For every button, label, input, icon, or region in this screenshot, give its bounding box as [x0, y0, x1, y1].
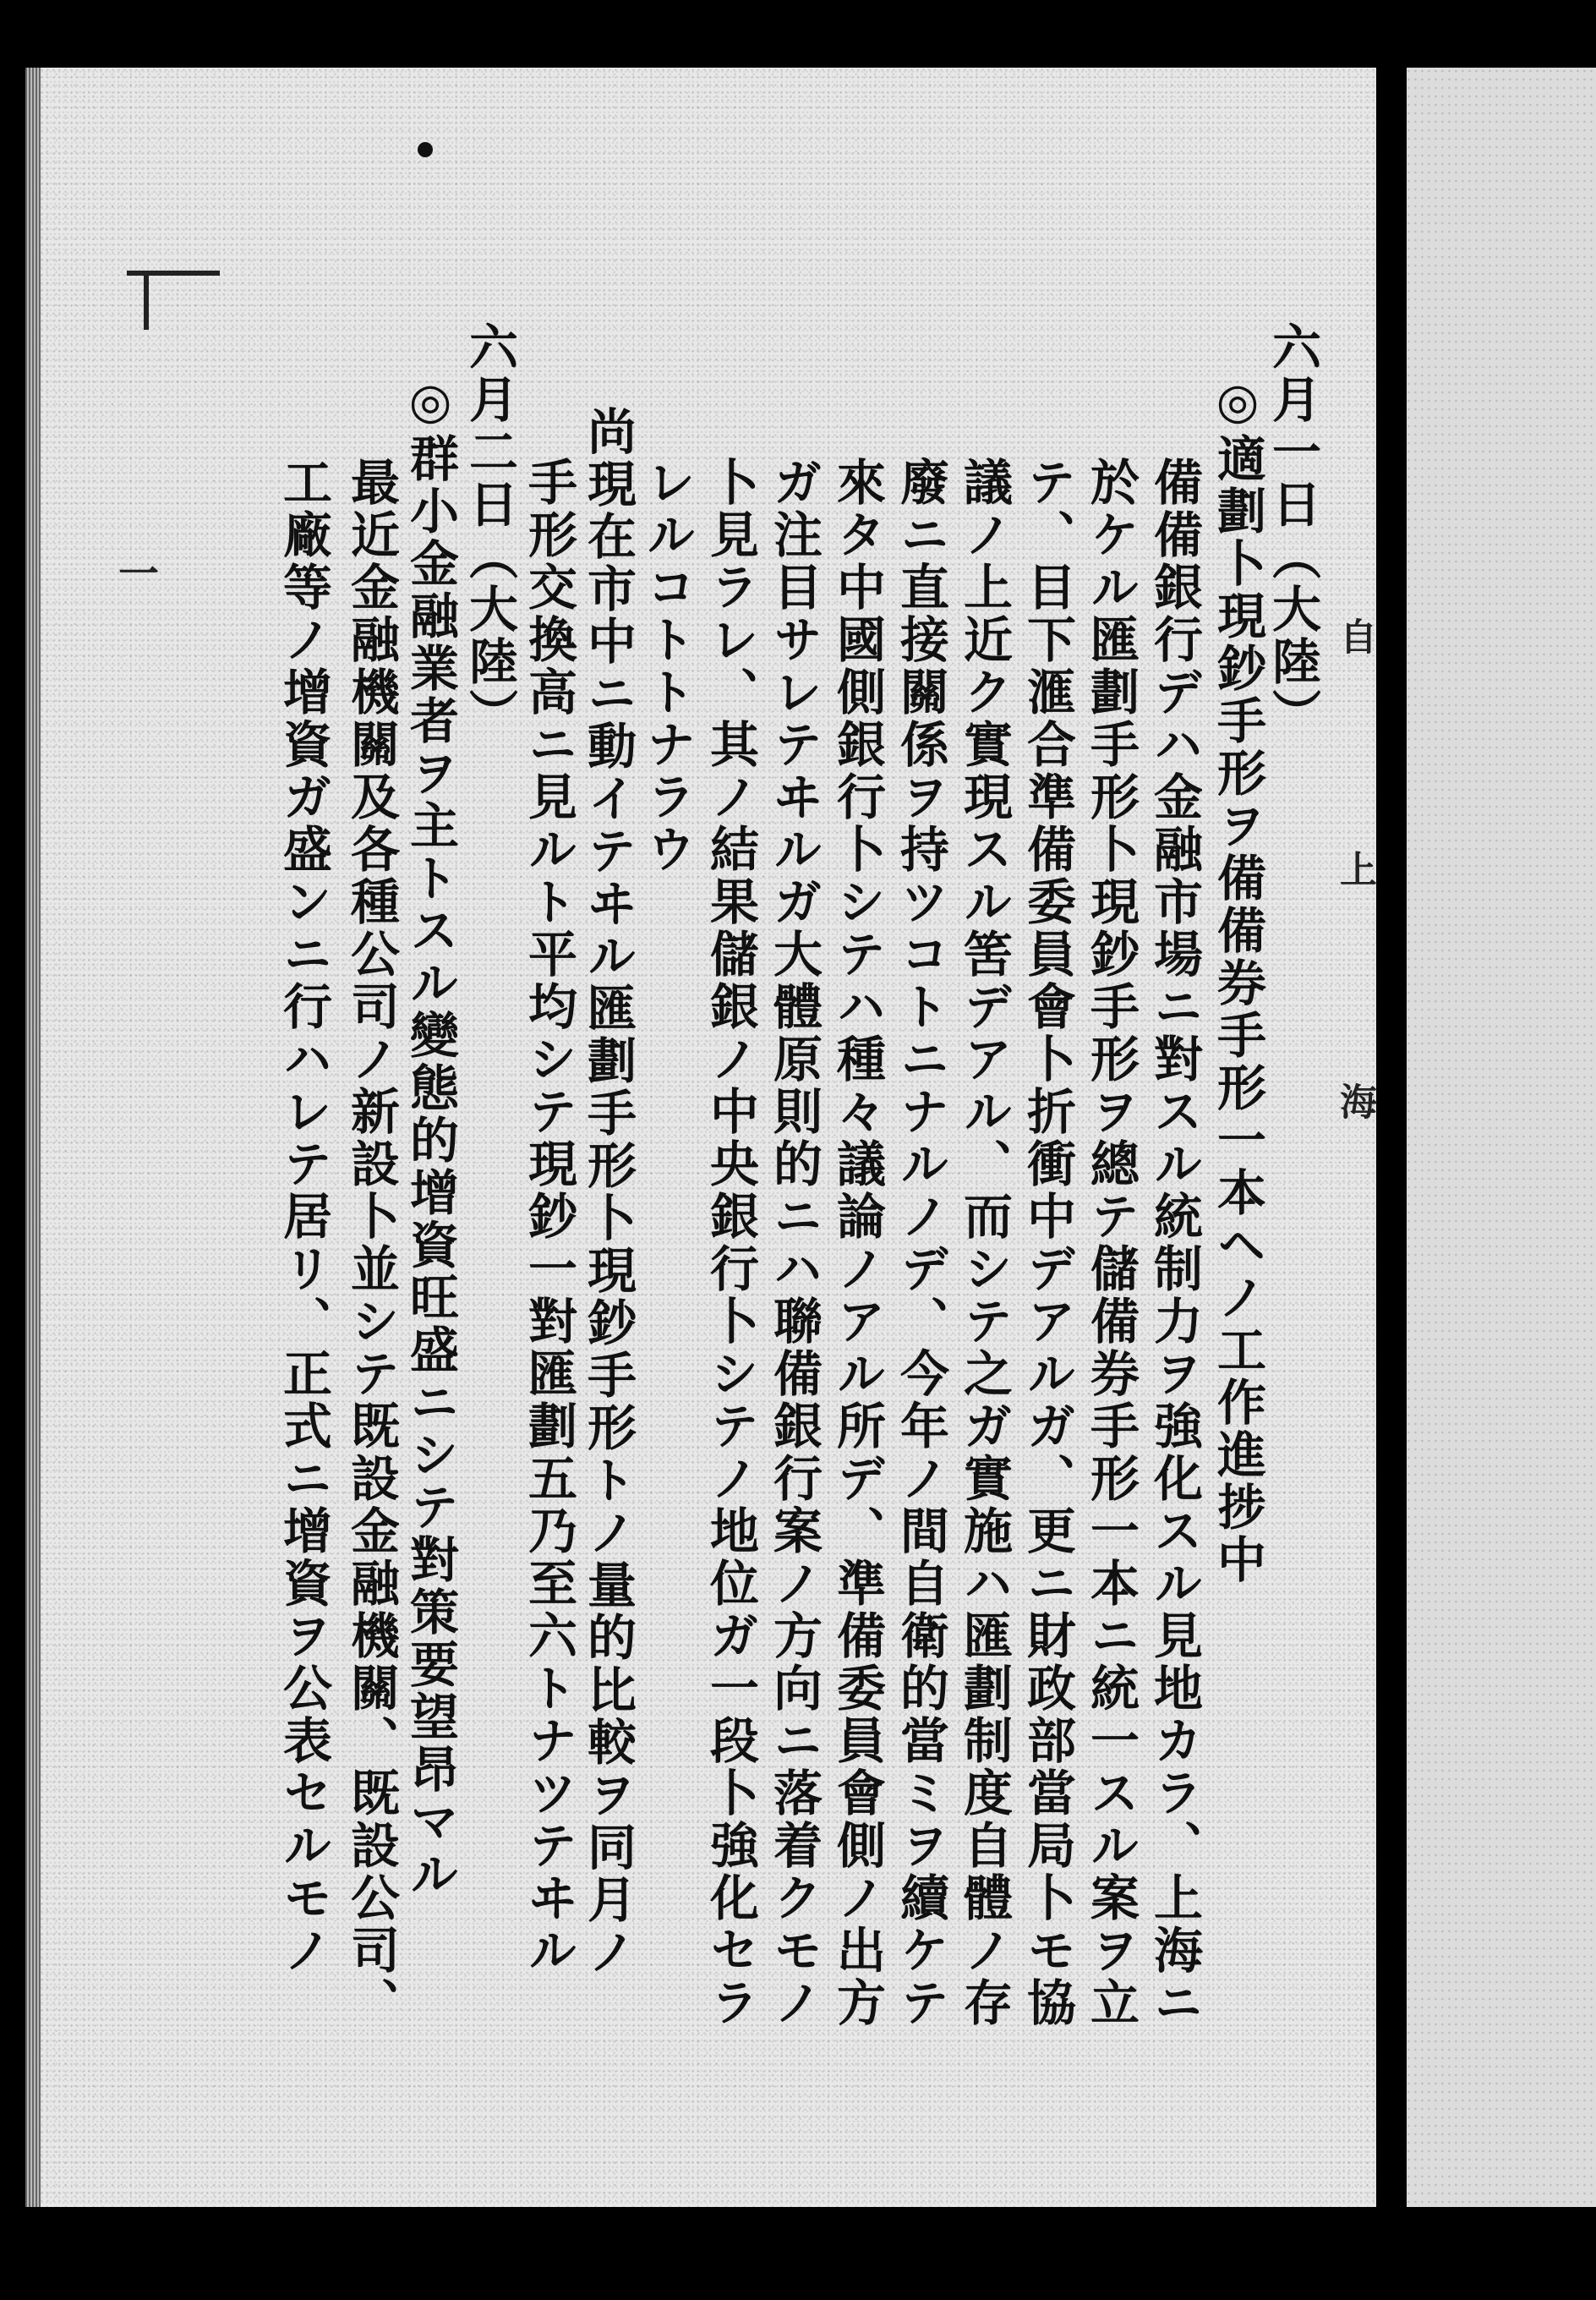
- text-column-13: 手形交換高ニ見ルト平均シテ現鈔一對匯劃五乃至六トナツテヰル: [520, 457, 577, 1977]
- text-column-2: ◎適劃卜現鈔手形ヲ備備券手形一本ヘノ工作進捗中: [1209, 372, 1266, 1586]
- text-column-4: 於ケル匯劃手形卜現鈔手形ヲ總テ儲備券手形一本ニ統一スル案ヲ立: [1082, 457, 1140, 2029]
- text-column-3: 備備銀行デハ金融市場ニ對スル統制力ヲ強化スル見地カラ、上海ニ: [1145, 457, 1203, 2029]
- text-column-5: テ、目下滙合準備委員會卜折衝中デアルガ、更ニ財政部當局卜モ協: [1019, 457, 1076, 2029]
- text-column-14: 六月二日（大陸）: [461, 321, 518, 741]
- page-number: 一: [118, 550, 160, 598]
- text-column-10: 卜見ラレ、其ノ結果儲銀ノ中央銀行卜シテノ地位ガ一段卜強化セラ: [702, 457, 759, 2029]
- ink-dot: [418, 142, 433, 157]
- text-column-8: 來タ中國側銀行卜シテハ種々議論ノアル所デ、準備委員會側ノ出方: [828, 457, 886, 2029]
- text-column-17: 工廠等ノ增資ガ盛ンニ行ハレテ居リ、正式ニ增資ヲ公表セルモノ: [275, 457, 332, 1977]
- text-column-11: レルコトトナラウ: [638, 457, 696, 876]
- text-column-6: 議ノ上近ク實現スル筈デアル、而シテ之ガ實施ハ匯劃制度自體ノ存: [955, 457, 1013, 2029]
- text-column-1: 六月一日（大陸）: [1264, 321, 1321, 741]
- adjacent-page: [1407, 68, 1596, 2207]
- text-column-9: ガ注目サレテヰルガ大體原則的ニハ聯備銀行案ノ方向ニ落着クモノ: [765, 457, 823, 2029]
- text-column-15: ◎群小金融業者ヲ主トスル變態的增資旺盛ニシテ對策要望昂マル: [402, 372, 459, 1901]
- page-edge: [25, 68, 41, 2207]
- text-column-7: 廢ニ直接關係ヲ持ツコトニナルノデ、今年ノ間自衛的當ミヲ續ケテ: [892, 457, 949, 2029]
- text-column-16: 最近金融機關及各種公司ノ新設卜並シテ既設金融機關、既設公司、: [342, 457, 400, 2029]
- running-header: 自 上 海: [1333, 617, 1376, 1196]
- text-column-12: 尚現在市中ニ動イテヰル匯劃手形卜現鈔手形トノ量的比較ヲ同月ノ: [579, 406, 637, 1979]
- margin-mark: [127, 271, 220, 335]
